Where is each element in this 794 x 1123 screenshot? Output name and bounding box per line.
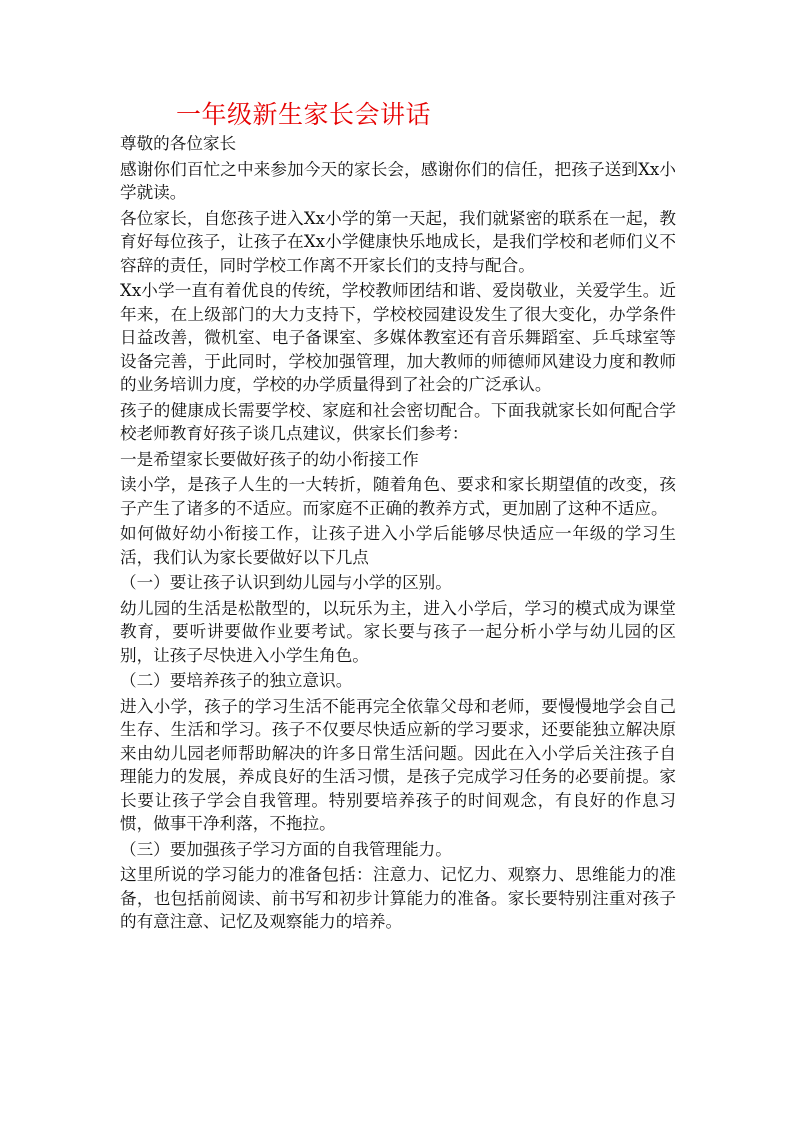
subsection-heading: （二）要培养孩子的独立意识。 (120, 671, 353, 690)
body-paragraph: 进入小学，孩子的学习生活不能再完全依靠父母和老师，要慢慢地学会自己生存、生活和学习。孩子不仅要尽快适应新的学习要求，还要能独立解决原来由幼儿园老师帮助解决的许多日常生活问题。因此在入小学后关注孩子自理能力的发展，养成良好的生活习惯，是孩子完成学习任务的必要前提。家长要让孩子学会自我管理。特别要培养孩子的时间观念，有良好的作息习惯，做事干净利落，不拖拉。 (120, 696, 676, 833)
body-paragraph: 感谢你们百忙之中来参加今天的家长会，感谢你们的信任，把孩子送到Xx小学就读。 (120, 159, 676, 202)
body-paragraph: 各位家长，自您孩子进入Xx小学的第一天起，我们就紧密的联系在一起，教育好每位孩子，让孩子在Xx小学健康快乐地成长，是我们学校和老师们义不容辞的责任，同时学校工作离不开家长们的支持与配合。 (120, 208, 676, 275)
subsection-heading: （三）要加强孩子学习方面的自我管理能力。 (120, 839, 452, 859)
body-paragraph: 幼儿园的生活是松散型的，以玩乐为主，进入小学后，学习的模式成为课堂教育，要听讲要做作业要考试。家长要与孩子一起分析小学与幼儿园的区别，让孩子尽快进入小学生角色。 (120, 598, 676, 665)
body-paragraph: 如何做好幼小衔接工作，让孩子进入小学后能够尽快适应一年级的学习生活，我们认为家长要做好以下几点 (120, 524, 676, 567)
document-body (120, 132, 676, 936)
body-paragraph: 孩子的健康成长需要学校、家庭和社会密切配合。下面我就家长如何配合学校老师教育好孩子谈几点建议，供家长们参考： (120, 400, 676, 443)
body-paragraph: 读小学，是孩子人生的一大转折，随着角色、要求和家长期望值的改变，孩子产生了诸多的不适应。而家庭不正确的教养方式，更加剧了这种不适应。 (120, 475, 676, 518)
section-heading: 一是希望家长要做好孩子的幼小衔接工作 (120, 449, 419, 469)
document-title: 一年级新生家长会讲话 (176, 100, 432, 129)
greeting-paragraph: 尊敬的各位家长 (120, 134, 237, 153)
subsection-heading: （一）要让孩子认识到幼儿园与小学的区别。 (120, 573, 452, 592)
body-paragraph: Xx小学一直有着优良的传统，学校教师团结和谐、爱岗敬业，关爱学生。近年来，在上级部门的大力支持下，学校校园建设发生了很大变化，办学条件日益改善，微机室、电子备课室、多媒体教室还有音乐舞蹈室、乒乓球室等设备完善，于此同时，学校加强管理，加大教师的师德师风建设力度和教师的业务培训力度，学校的办学质量得到了社会的广泛承认。 (120, 281, 676, 394)
body-paragraph: 这里所说的学习能力的准备包括：注意力、记忆力、观察力、思维能力的准备，也包括前阅读、前书写和初步计算能力的准备。家长要特别注重对孩子的有意注意、记忆及观察能力的培养。 (120, 865, 676, 931)
